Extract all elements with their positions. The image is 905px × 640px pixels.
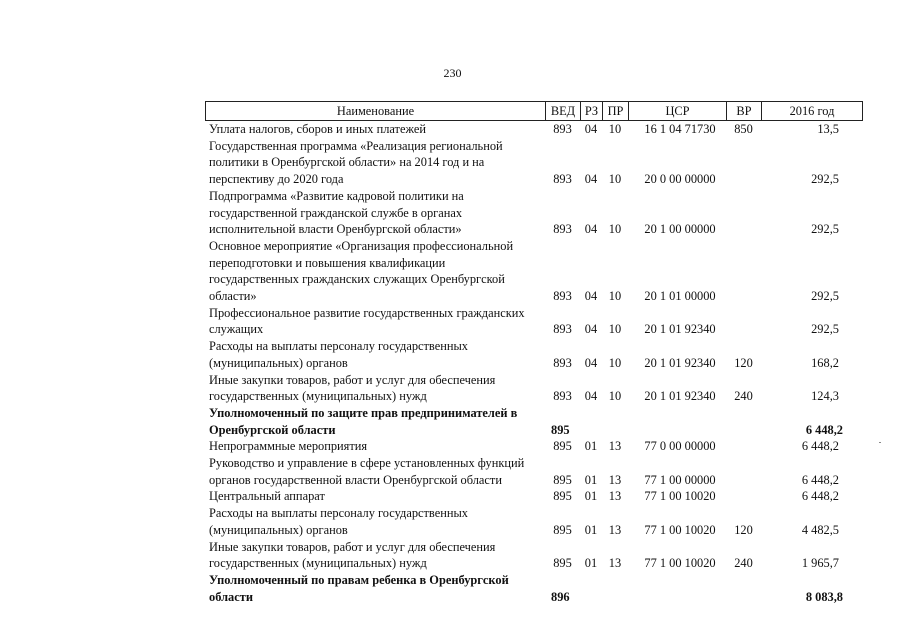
cell-ved: 893: [553, 222, 572, 237]
cell-name: [205, 238, 545, 305]
header-csr: ЦСР: [628, 102, 726, 120]
cell-name-line: (муниципальных) органов: [209, 355, 348, 370]
cell-vr: 240: [734, 389, 753, 404]
cell-name: [205, 488, 545, 505]
cell-csr: 20 1 01 92340: [644, 322, 716, 337]
cell-amount: 292,5: [811, 322, 839, 337]
table-row: [205, 188, 863, 238]
cell-csr: 16 1 04 71730: [644, 122, 716, 136]
cell-name-line: области: [209, 589, 253, 604]
cell-ved: 895: [553, 472, 572, 487]
table-header: [205, 101, 863, 121]
cell-ved: 893: [553, 289, 572, 304]
cell-ved: 896: [551, 589, 570, 604]
scan-speck: [879, 442, 881, 443]
cell-vr: [726, 305, 761, 338]
cell-amount: 6 448,2: [805, 422, 843, 437]
table-row: [205, 238, 863, 305]
cell-rz: 04: [584, 322, 598, 337]
table-row: [205, 488, 863, 505]
cell-name-line: Расходы на выплаты персоналу государственных: [209, 506, 468, 521]
table-row: [205, 338, 863, 371]
cell-rz: 04: [584, 355, 598, 370]
cell-amount: 292,5: [811, 172, 839, 187]
header-name: Наименование: [205, 102, 545, 120]
cell-rz: 01: [584, 489, 598, 504]
cell-amount: 1 965,7: [801, 556, 839, 571]
table-row: [205, 505, 863, 538]
table-row: [205, 305, 863, 338]
cell-csr: 77 0 00 00000: [644, 439, 716, 454]
cell-pr: 10: [608, 172, 622, 187]
page-number: 230: [443, 66, 462, 80]
cell-rz: [580, 405, 602, 438]
cell-pr: [602, 405, 628, 438]
cell-vr: [726, 488, 761, 505]
cell-name-line: Уполномоченный по правам ребенка в Оренбургской: [209, 572, 509, 587]
cell-pr: 13: [608, 522, 622, 537]
cell-name-line: Непрограммные мероприятия: [209, 439, 368, 454]
cell-csr: 77 1 00 10020: [644, 522, 716, 537]
cell-name-line: органов государственной власти Оренбургской области: [209, 472, 502, 487]
cell-ved: 893: [553, 355, 572, 370]
table-row: [205, 572, 863, 605]
cell-name-line: исполнительной власти Оренбургской области»: [209, 222, 462, 237]
cell-name-line: политики в Оренбургской области» на 2014 год и на: [209, 155, 485, 170]
cell-amount: 8 083,8: [805, 589, 843, 604]
cell-pr: 13: [608, 472, 622, 487]
cell-ved: 893: [553, 172, 572, 187]
cell-csr: [628, 405, 726, 438]
cell-name-line: Уполномоченный по защите прав предпринимателей в: [209, 405, 518, 420]
cell-pr: 13: [608, 556, 622, 571]
cell-name-line: Основное мероприятие «Организация профессиональной: [209, 238, 514, 253]
cell-vr: [726, 405, 761, 438]
header-pr: ПР: [602, 102, 628, 120]
cell-name-line: (муниципальных) органов: [209, 522, 348, 537]
cell-csr: 20 1 01 00000: [644, 289, 716, 304]
table-row: [205, 372, 863, 405]
cell-csr: 77 1 00 00000: [644, 472, 716, 487]
cell-csr: [628, 572, 726, 605]
header-rz: РЗ: [580, 102, 602, 120]
cell-csr: 77 1 00 10020: [644, 489, 716, 504]
cell-pr: 10: [608, 322, 622, 337]
cell-csr: 20 1 00 00000: [644, 222, 716, 237]
cell-pr: 13: [608, 489, 622, 504]
table-body: [205, 121, 863, 605]
cell-ved: 895: [553, 556, 572, 571]
cell-amount: 292,5: [811, 222, 839, 237]
table-row: [205, 539, 863, 572]
header-ved: ВЕД: [545, 102, 580, 120]
cell-name: [205, 305, 545, 338]
cell-pr: [602, 572, 628, 605]
cell-vr: 240: [734, 556, 753, 571]
cell-rz: 04: [584, 389, 598, 404]
cell-pr: 10: [608, 289, 622, 304]
cell-name: [205, 121, 545, 138]
cell-rz: 01: [584, 472, 598, 487]
cell-name-line: государственной гражданской службе в органах: [209, 205, 463, 220]
cell-name-line: Центральный аппарат: [209, 489, 325, 504]
table-row: [205, 138, 863, 188]
cell-name: [205, 372, 545, 405]
cell-vr: 850: [734, 122, 753, 136]
cell-name-line: Иные закупки товаров, работ и услуг для обеспечения: [209, 372, 496, 387]
cell-csr: 20 0 00 00000: [644, 172, 716, 187]
cell-rz: 04: [584, 122, 598, 136]
cell-name: [205, 188, 545, 238]
cell-ved: 895: [553, 439, 572, 454]
cell-name-line: перспективу до 2020 года: [209, 172, 344, 187]
cell-rz: 04: [584, 222, 598, 237]
cell-name-line: Иные закупки товаров, работ и услуг для обеспечения: [209, 539, 496, 554]
cell-vr: 120: [734, 522, 753, 537]
cell-name-line: Руководство и управление в сфере установленных функций: [209, 456, 525, 471]
cell-name-line: области»: [209, 289, 257, 304]
cell-vr: [726, 138, 761, 188]
cell-pr: 10: [608, 222, 622, 237]
cell-name-line: переподготовки и повышения квалификации: [209, 255, 446, 270]
cell-rz: 04: [584, 289, 598, 304]
cell-name: [205, 405, 545, 438]
cell-name: [205, 572, 545, 605]
cell-vr: [726, 238, 761, 305]
cell-rz: 01: [584, 556, 598, 571]
cell-name-line: Оренбургской области: [209, 422, 336, 437]
cell-amount: 4 482,5: [801, 522, 839, 537]
cell-ved: 893: [553, 122, 572, 136]
cell-name-line: Профессиональное развитие государственных гражданских: [209, 305, 525, 320]
cell-name: [205, 338, 545, 371]
cell-amount: 292,5: [811, 289, 839, 304]
cell-name-line: государственных (муниципальных) нужд: [209, 556, 427, 571]
table-row: [205, 438, 863, 455]
cell-ved: 895: [551, 422, 570, 437]
cell-name-line: служащих: [209, 322, 264, 337]
header-vr: ВР: [726, 102, 761, 120]
cell-name-line: Государственная программа «Реализация региональной: [209, 138, 503, 153]
header-year: 2016 год: [761, 102, 863, 120]
cell-csr: 77 1 00 10020: [644, 556, 716, 571]
cell-name-line: Расходы на выплаты персоналу государственных: [209, 339, 468, 354]
cell-name-line: государственных гражданских служащих Оренбургской: [209, 272, 505, 287]
cell-pr: 10: [608, 122, 622, 136]
table-row: [205, 405, 863, 438]
cell-amount: 13,5: [817, 122, 839, 136]
cell-rz: [580, 572, 602, 605]
cell-ved: 895: [553, 522, 572, 537]
cell-name-line: Уплата налогов, сборов и иных платежей: [209, 122, 427, 136]
cell-ved: 893: [553, 389, 572, 404]
cell-pr: 10: [608, 389, 622, 404]
cell-pr: 10: [608, 355, 622, 370]
cell-vr: 120: [734, 355, 753, 370]
cell-rz: 01: [584, 439, 598, 454]
cell-name: [205, 539, 545, 572]
cell-rz: 01: [584, 522, 598, 537]
cell-vr: [726, 572, 761, 605]
cell-name: [205, 505, 545, 538]
cell-amount: 124,3: [811, 389, 839, 404]
cell-vr: [726, 188, 761, 238]
cell-amount: 6 448,2: [801, 489, 839, 504]
cell-name-line: государственных (муниципальных) нужд: [209, 389, 427, 404]
cell-name: [205, 138, 545, 188]
cell-amount: 6 448,2: [801, 439, 839, 454]
budget-table: [205, 101, 863, 605]
cell-ved: 893: [553, 322, 572, 337]
cell-vr: [726, 455, 761, 488]
cell-rz: 04: [584, 172, 598, 187]
table-row: [205, 121, 863, 138]
cell-vr: [726, 438, 761, 455]
cell-amount: 6 448,2: [801, 472, 839, 487]
cell-name-line: Подпрограмма «Развитие кадровой политики на: [209, 188, 464, 203]
table-row: [205, 455, 863, 488]
cell-csr: 20 1 01 92340: [644, 389, 716, 404]
cell-name: [205, 438, 545, 455]
cell-ved: 895: [553, 489, 572, 504]
cell-name: [205, 455, 545, 488]
cell-csr: 20 1 01 92340: [644, 355, 716, 370]
cell-pr: 13: [608, 439, 622, 454]
cell-amount: 168,2: [811, 355, 839, 370]
